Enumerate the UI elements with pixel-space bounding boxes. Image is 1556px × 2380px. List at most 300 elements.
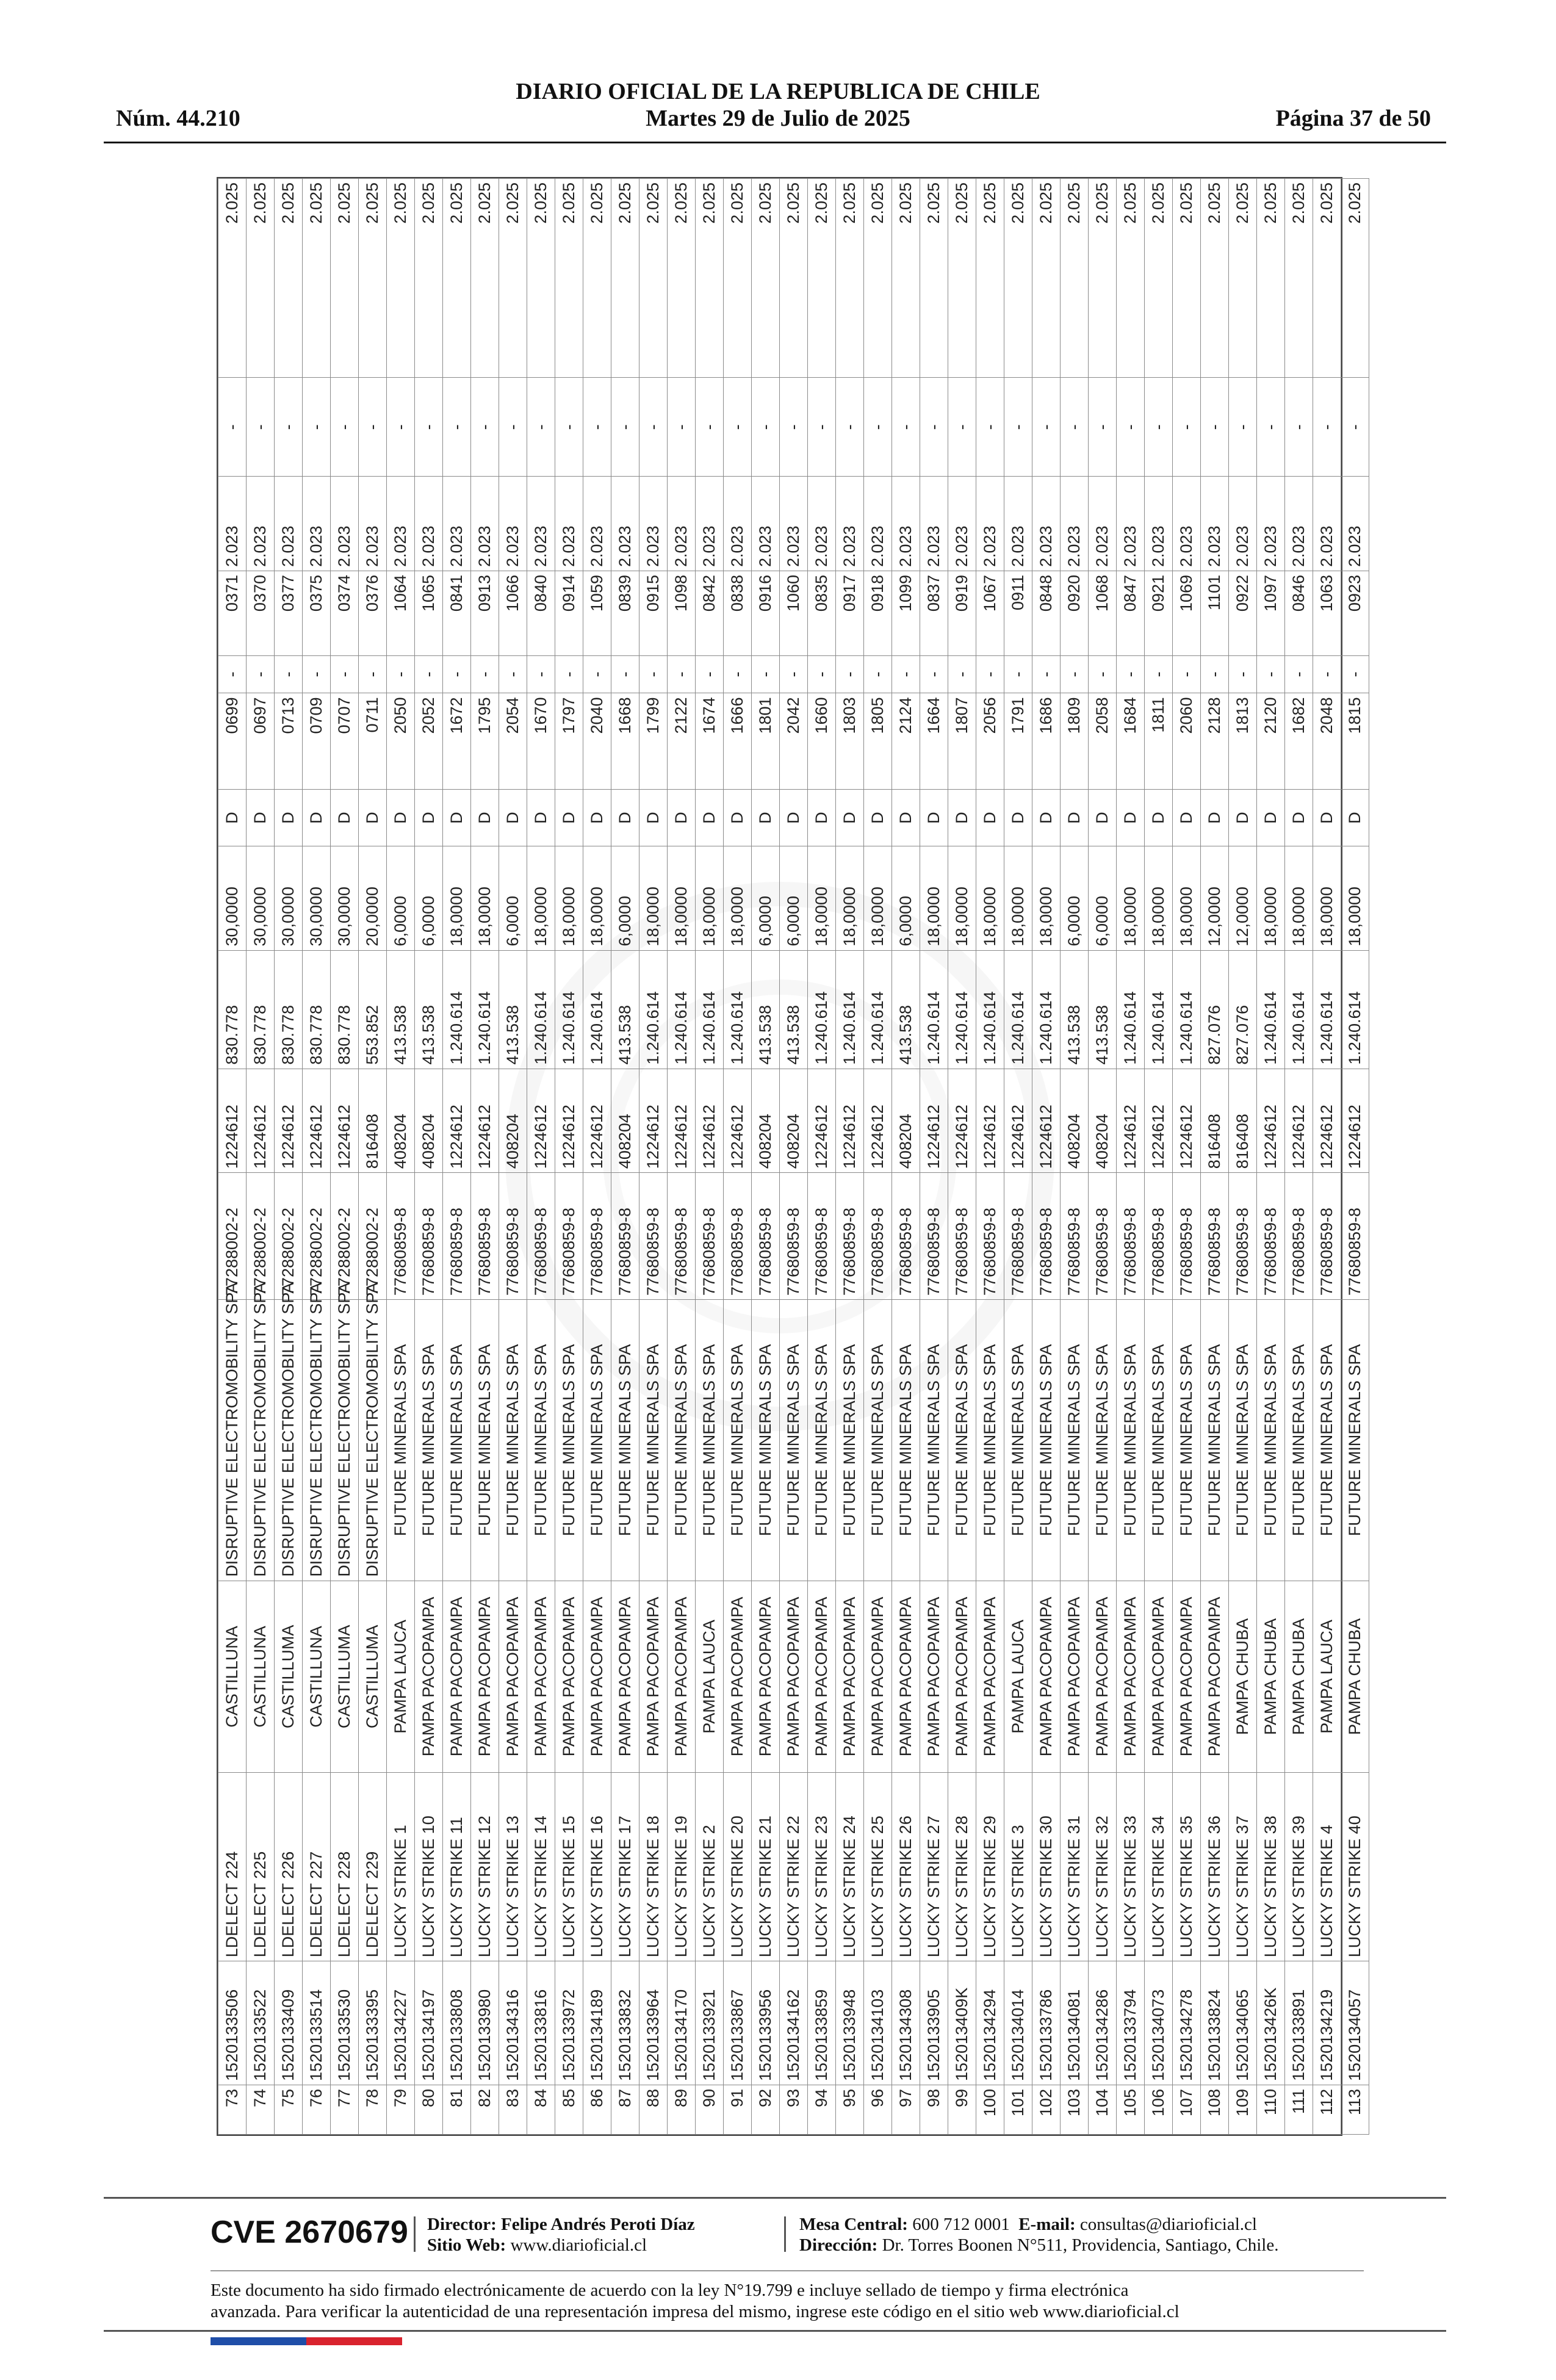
table-cell: PAMPA PACOPAMPA bbox=[724, 1581, 752, 1773]
table-cell: D bbox=[948, 790, 976, 846]
table-cell: 2.025 bbox=[1341, 179, 1369, 378]
table-cell: - bbox=[1229, 378, 1257, 477]
table-cell: - bbox=[331, 378, 359, 477]
table-cell: 6,0000 bbox=[752, 846, 780, 950]
table-cell: PAMPA CHUBA bbox=[1257, 1581, 1285, 1773]
table-row bbox=[1004, 179, 1032, 2135]
table-cell: - bbox=[1004, 655, 1032, 693]
table-cell: 77680859-8 bbox=[1145, 1173, 1173, 1300]
table-cell: 1520134308 bbox=[892, 1961, 920, 2085]
table-cell: D bbox=[1341, 790, 1369, 846]
table-cell: 2040 bbox=[583, 693, 611, 790]
table-cell: 0846 bbox=[1285, 571, 1313, 656]
table-cell: 2.025 bbox=[359, 179, 387, 378]
table-cell: 2.023 bbox=[1173, 477, 1201, 571]
table-cell: PAMPA PACOPAMPA bbox=[611, 1581, 639, 1773]
table-cell: 827.076 bbox=[1229, 950, 1257, 1069]
table-cell: FUTURE MINERALS SPA bbox=[892, 1300, 920, 1581]
email-link[interactable]: consultas@diarioficial.cl bbox=[1079, 2215, 1257, 2234]
table-cell: - bbox=[724, 378, 752, 477]
table-cell: FUTURE MINERALS SPA bbox=[1257, 1300, 1285, 1581]
table-cell: PAMPA PACOPAMPA bbox=[976, 1581, 1004, 1773]
table-cell: 1224612 bbox=[583, 1069, 611, 1173]
table-cell: - bbox=[864, 378, 892, 477]
table-cell: 1672 bbox=[443, 693, 471, 790]
table-cell: - bbox=[639, 378, 668, 477]
table-cell: D bbox=[808, 790, 836, 846]
table-cell: 2.025 bbox=[976, 179, 1004, 378]
table-cell: PAMPA PACOPAMPA bbox=[443, 1581, 471, 1773]
table-cell: 2.023 bbox=[1341, 477, 1369, 571]
website-link[interactable]: www.diarioficial.cl bbox=[510, 2235, 647, 2255]
table-cell: 0841 bbox=[443, 571, 471, 656]
table-cell: 30,0000 bbox=[275, 846, 303, 950]
table-row bbox=[555, 179, 583, 2135]
table-cell: PAMPA PACOPAMPA bbox=[808, 1581, 836, 1773]
table-cell: LUCKY STRIKE 22 bbox=[780, 1773, 808, 1961]
table-cell: 1065 bbox=[415, 571, 443, 656]
table-cell: 1799 bbox=[639, 693, 668, 790]
table-cell: 1224612 bbox=[1173, 1069, 1201, 1173]
table-cell: 0915 bbox=[639, 571, 668, 656]
table-cell: 0837 bbox=[920, 571, 948, 656]
table-cell: - bbox=[218, 378, 247, 477]
table-cell: 1666 bbox=[724, 693, 752, 790]
table-cell: 77680859-8 bbox=[387, 1173, 415, 1300]
table-cell: 18,0000 bbox=[1285, 846, 1313, 950]
table-cell: PAMPA PACOPAMPA bbox=[1173, 1581, 1201, 1773]
table-cell: - bbox=[387, 655, 415, 693]
flag-stripe-red bbox=[306, 2337, 402, 2345]
phone-label: Mesa Central: bbox=[799, 2215, 908, 2234]
table-cell: 18,0000 bbox=[920, 846, 948, 950]
table-cell: 77680859-8 bbox=[892, 1173, 920, 1300]
table-row bbox=[331, 179, 359, 2135]
table-cell: - bbox=[303, 378, 331, 477]
table-cell: LUCKY STRIKE 14 bbox=[527, 1773, 555, 1961]
table-cell: 1684 bbox=[1117, 693, 1145, 790]
table-row bbox=[639, 179, 668, 2135]
table-cell: D bbox=[1089, 790, 1117, 846]
table-cell: - bbox=[303, 655, 331, 693]
table-cell: 1520133859 bbox=[808, 1961, 836, 2085]
table-cell: FUTURE MINERALS SPA bbox=[808, 1300, 836, 1581]
table-cell: 2042 bbox=[780, 693, 808, 790]
table-cell: 413.538 bbox=[1061, 950, 1089, 1069]
table-row bbox=[1285, 179, 1313, 2135]
table-cell: 18,0000 bbox=[1117, 846, 1145, 950]
table-cell: 1224612 bbox=[836, 1069, 864, 1173]
table-cell: 2.025 bbox=[1089, 179, 1117, 378]
table-cell: 1.240.614 bbox=[527, 950, 555, 1069]
table-cell: 816408 bbox=[1229, 1069, 1257, 1173]
table-cell: 1224612 bbox=[1117, 1069, 1145, 1173]
table-cell: 18,0000 bbox=[808, 846, 836, 950]
table-cell: 1.240.614 bbox=[724, 950, 752, 1069]
table-cell: 30,0000 bbox=[218, 846, 247, 950]
table-cell: - bbox=[920, 655, 948, 693]
table-cell: 1224612 bbox=[303, 1069, 331, 1173]
table-cell: 2.023 bbox=[1117, 477, 1145, 571]
table-cell: 2.025 bbox=[836, 179, 864, 378]
table-cell: CASTILLUMA bbox=[331, 1581, 359, 1773]
table-cell: - bbox=[1257, 655, 1285, 693]
table-cell: 2.023 bbox=[780, 477, 808, 571]
table-cell: 77288002-2 bbox=[218, 1173, 247, 1300]
table-cell: PAMPA PACOPAMPA bbox=[836, 1581, 864, 1773]
table-cell: - bbox=[1061, 378, 1089, 477]
table-cell: 2.025 bbox=[275, 179, 303, 378]
table-cell: FUTURE MINERALS SPA bbox=[668, 1300, 696, 1581]
table-cell: - bbox=[1341, 655, 1369, 693]
newspaper-title: DIARIO OFICIAL DE LA REPUBLICA DE CHILE bbox=[516, 79, 1040, 104]
table-cell: 1.240.614 bbox=[1032, 950, 1061, 1069]
table-cell: PAMPA PACOPAMPA bbox=[892, 1581, 920, 1773]
table-cell: 30,0000 bbox=[303, 846, 331, 950]
table-cell: PAMPA PACOPAMPA bbox=[1061, 1581, 1089, 1773]
table-cell: 0921 bbox=[1145, 571, 1173, 656]
table-row bbox=[499, 179, 527, 2135]
table-cell: - bbox=[1117, 655, 1145, 693]
table-cell: 101 bbox=[1004, 2085, 1032, 2134]
table-cell: 98 bbox=[920, 2085, 948, 2134]
table-cell: - bbox=[976, 378, 1004, 477]
table-cell: PAMPA PACOPAMPA bbox=[415, 1581, 443, 1773]
table-row bbox=[247, 179, 275, 2135]
table-cell: - bbox=[752, 655, 780, 693]
table-cell: - bbox=[948, 655, 976, 693]
table-cell: 1224612 bbox=[948, 1069, 976, 1173]
table-cell: 1.240.614 bbox=[920, 950, 948, 1069]
footer-divider-bottom bbox=[104, 2330, 1446, 2332]
table-cell: - bbox=[611, 378, 639, 477]
table-cell: PAMPA LAUCA bbox=[696, 1581, 724, 1773]
table-cell: - bbox=[1341, 378, 1369, 477]
table-cell: 2.023 bbox=[1201, 477, 1229, 571]
table-cell: 0840 bbox=[527, 571, 555, 656]
table-cell: 1.240.614 bbox=[1145, 950, 1173, 1069]
table-cell: 0709 bbox=[303, 693, 331, 790]
table-cell: 2.025 bbox=[892, 179, 920, 378]
table-row bbox=[527, 179, 555, 2135]
issue-number: Núm. 44.210 bbox=[116, 106, 240, 131]
table-cell: 1682 bbox=[1285, 693, 1313, 790]
table-cell: - bbox=[1145, 378, 1173, 477]
table-cell: 1520133972 bbox=[555, 1961, 583, 2085]
table-cell: 0374 bbox=[331, 571, 359, 656]
table-cell: - bbox=[1089, 378, 1117, 477]
table-cell: 2.025 bbox=[808, 179, 836, 378]
table-cell: 107 bbox=[1173, 2085, 1201, 2134]
table-cell: 1.240.614 bbox=[864, 950, 892, 1069]
table-cell: 75 bbox=[275, 2085, 303, 2134]
table-cell: 413.538 bbox=[499, 950, 527, 1069]
table-row bbox=[780, 179, 808, 2135]
table-cell: 1.240.614 bbox=[836, 950, 864, 1069]
table-cell: PAMPA PACOPAMPA bbox=[864, 1581, 892, 1773]
phone-number: 600 712 0001 bbox=[912, 2215, 1010, 2234]
table-cell: 2.023 bbox=[247, 477, 275, 571]
table-cell: - bbox=[1257, 378, 1285, 477]
table-cell: 77680859-8 bbox=[948, 1173, 976, 1300]
table-cell: 408204 bbox=[415, 1069, 443, 1173]
table-cell: 1.240.614 bbox=[696, 950, 724, 1069]
table-cell: 2.023 bbox=[1089, 477, 1117, 571]
table-cell: 1224612 bbox=[1257, 1069, 1285, 1173]
table-cell: FUTURE MINERALS SPA bbox=[976, 1300, 1004, 1581]
website-label: Sitio Web: bbox=[427, 2235, 506, 2255]
table-cell: LDELECT 225 bbox=[247, 1773, 275, 1961]
table-cell: LUCKY STRIKE 31 bbox=[1061, 1773, 1089, 1961]
table-cell: LUCKY STRIKE 36 bbox=[1201, 1773, 1229, 1961]
table-cell: - bbox=[864, 655, 892, 693]
table-row bbox=[611, 179, 639, 2135]
table-cell: LUCKY STRIKE 25 bbox=[864, 1773, 892, 1961]
table-cell: 1520133824 bbox=[1201, 1961, 1229, 2085]
table-cell: 1801 bbox=[752, 693, 780, 790]
table-cell: 413.538 bbox=[387, 950, 415, 1069]
table-cell: 2.025 bbox=[1117, 179, 1145, 378]
table-cell: 0914 bbox=[555, 571, 583, 656]
table-cell: 1224612 bbox=[1341, 1069, 1369, 1173]
table-cell: - bbox=[892, 378, 920, 477]
table-cell: 18,0000 bbox=[1032, 846, 1061, 950]
table-cell: 2.023 bbox=[1004, 477, 1032, 571]
table-cell: 1803 bbox=[836, 693, 864, 790]
table-cell: - bbox=[415, 655, 443, 693]
table-cell: 1069 bbox=[1173, 571, 1201, 656]
table-cell: 1.240.614 bbox=[1285, 950, 1313, 1069]
table-cell: 1815 bbox=[1341, 693, 1369, 790]
table-cell: FUTURE MINERALS SPA bbox=[527, 1300, 555, 1581]
table-row bbox=[836, 179, 864, 2135]
table-cell: 77680859-8 bbox=[583, 1173, 611, 1300]
table-cell: 2.025 bbox=[696, 179, 724, 378]
table-cell: 77680859-8 bbox=[443, 1173, 471, 1300]
table-cell: D bbox=[1229, 790, 1257, 846]
table-cell: LUCKY STRIKE 30 bbox=[1032, 1773, 1061, 1961]
table-cell: FUTURE MINERALS SPA bbox=[387, 1300, 415, 1581]
table-cell: 0713 bbox=[275, 693, 303, 790]
table-cell: 108 bbox=[1201, 2085, 1229, 2134]
table-cell: LDELECT 224 bbox=[218, 1773, 247, 1961]
issue-date: Martes 29 de Julio de 2025 bbox=[646, 106, 910, 131]
table-cell: LUCKY STRIKE 10 bbox=[415, 1773, 443, 1961]
table-cell: 408204 bbox=[1089, 1069, 1117, 1173]
table-cell: 85 bbox=[555, 2085, 583, 2134]
concessions-table bbox=[218, 178, 1369, 2135]
table-cell: PAMPA PACOPAMPA bbox=[1032, 1581, 1061, 1773]
table-cell: 1098 bbox=[668, 571, 696, 656]
table-cell: 77 bbox=[331, 2085, 359, 2134]
table-cell: 79 bbox=[387, 2085, 415, 2134]
table-cell: 6,0000 bbox=[611, 846, 639, 950]
table-cell: 77288002-2 bbox=[303, 1173, 331, 1300]
table-cell: - bbox=[808, 655, 836, 693]
table-cell: 1813 bbox=[1229, 693, 1257, 790]
table-cell: 76 bbox=[303, 2085, 331, 2134]
table-cell: FUTURE MINERALS SPA bbox=[471, 1300, 499, 1581]
table-cell: - bbox=[499, 655, 527, 693]
table-cell: 2.023 bbox=[359, 477, 387, 571]
table-cell: 77680859-8 bbox=[976, 1173, 1004, 1300]
table-cell: 2120 bbox=[1257, 693, 1285, 790]
table-cell: 2.025 bbox=[611, 179, 639, 378]
table-cell: - bbox=[1313, 378, 1341, 477]
table-cell: LUCKY STRIKE 27 bbox=[920, 1773, 948, 1961]
table-cell: FUTURE MINERALS SPA bbox=[639, 1300, 668, 1581]
table-cell: 2.023 bbox=[1061, 477, 1089, 571]
table-cell: 0838 bbox=[724, 571, 752, 656]
table-cell: 1224612 bbox=[247, 1069, 275, 1173]
table-cell: FUTURE MINERALS SPA bbox=[696, 1300, 724, 1581]
table-cell: D bbox=[668, 790, 696, 846]
table-cell: 94 bbox=[808, 2085, 836, 2134]
table-cell: 1520133891 bbox=[1285, 1961, 1313, 2085]
table-cell: 2.025 bbox=[218, 179, 247, 378]
table-cell: 1520134065 bbox=[1229, 1961, 1257, 2085]
table-cell: 2.025 bbox=[1145, 179, 1173, 378]
table-row bbox=[1173, 179, 1201, 2135]
table-cell: D bbox=[724, 790, 752, 846]
table-cell: D bbox=[752, 790, 780, 846]
table-cell: FUTURE MINERALS SPA bbox=[1313, 1300, 1341, 1581]
table-cell: 1224612 bbox=[639, 1069, 668, 1173]
table-cell: 0916 bbox=[752, 571, 780, 656]
table-cell: 99 bbox=[948, 2085, 976, 2134]
table-cell: - bbox=[415, 378, 443, 477]
table-cell: LUCKY STRIKE 1 bbox=[387, 1773, 415, 1961]
table-cell: 2.023 bbox=[1257, 477, 1285, 571]
table-cell: 2.025 bbox=[499, 179, 527, 378]
table-cell: PAMPA PACOPAMPA bbox=[1201, 1581, 1229, 1773]
table-cell: 1520134103 bbox=[864, 1961, 892, 2085]
table-cell: 2050 bbox=[387, 693, 415, 790]
table-cell: LUCKY STRIKE 15 bbox=[555, 1773, 583, 1961]
table-cell: 830.778 bbox=[275, 950, 303, 1069]
table-cell: PAMPA PACOPAMPA bbox=[1089, 1581, 1117, 1773]
table-cell: - bbox=[527, 655, 555, 693]
table-cell: - bbox=[247, 655, 275, 693]
table-cell: 89 bbox=[668, 2085, 696, 2134]
table-row bbox=[359, 179, 387, 2135]
table-cell: 1224612 bbox=[471, 1069, 499, 1173]
page-number: Página 37 de 50 bbox=[1275, 106, 1431, 131]
table-cell: FUTURE MINERALS SPA bbox=[583, 1300, 611, 1581]
table-cell: 1670 bbox=[527, 693, 555, 790]
table-cell: 0711 bbox=[359, 693, 387, 790]
table-cell: 1.240.614 bbox=[976, 950, 1004, 1069]
table-row bbox=[387, 179, 415, 2135]
table-cell: 1224612 bbox=[976, 1069, 1004, 1173]
table-cell: 1.240.614 bbox=[1004, 950, 1032, 1069]
table-cell: 77680859-8 bbox=[724, 1173, 752, 1300]
table-cell: D bbox=[527, 790, 555, 846]
table-cell: - bbox=[1173, 378, 1201, 477]
table-cell: 2.025 bbox=[1004, 179, 1032, 378]
concessions-table-frame bbox=[217, 177, 1364, 2136]
table-cell: D bbox=[247, 790, 275, 846]
table-cell: D bbox=[443, 790, 471, 846]
table-cell: D bbox=[331, 790, 359, 846]
table-cell: FUTURE MINERALS SPA bbox=[752, 1300, 780, 1581]
table-cell: - bbox=[1004, 378, 1032, 477]
table-cell: 1520134162 bbox=[780, 1961, 808, 2085]
table-cell: 77680859-8 bbox=[1004, 1173, 1032, 1300]
table-cell: - bbox=[471, 655, 499, 693]
table-cell: 1797 bbox=[555, 693, 583, 790]
table-cell: - bbox=[275, 378, 303, 477]
table-cell: 2122 bbox=[668, 693, 696, 790]
table-cell: 83 bbox=[499, 2085, 527, 2134]
table-cell: 1068 bbox=[1089, 571, 1117, 656]
table-cell: 2.023 bbox=[836, 477, 864, 571]
table-cell: 1224612 bbox=[1004, 1069, 1032, 1173]
table-row bbox=[752, 179, 780, 2135]
table-cell: 1520134219 bbox=[1313, 1961, 1341, 2085]
table-cell: 6,0000 bbox=[415, 846, 443, 950]
table-cell: CASTILLUNA bbox=[218, 1581, 247, 1773]
table-cell: FUTURE MINERALS SPA bbox=[836, 1300, 864, 1581]
table-cell: - bbox=[948, 378, 976, 477]
table-cell: CASTILLUNA bbox=[303, 1581, 331, 1773]
cve-code: CVE 2670679 bbox=[211, 2215, 408, 2250]
table-cell: FUTURE MINERALS SPA bbox=[1229, 1300, 1257, 1581]
table-cell: 2052 bbox=[415, 693, 443, 790]
table-cell: 408204 bbox=[752, 1069, 780, 1173]
table-cell: 1224612 bbox=[443, 1069, 471, 1173]
table-cell: FUTURE MINERALS SPA bbox=[1089, 1300, 1117, 1581]
legal-notice-line: Este documento ha sido firmado electrónicamente de acuerdo con la ley N°19.799 e incluye sellado de tiempo y firma electrónica bbox=[211, 2281, 1129, 2300]
table-cell: 0370 bbox=[247, 571, 275, 656]
table-cell: - bbox=[836, 655, 864, 693]
table-cell: 18,0000 bbox=[1145, 846, 1173, 950]
table-cell: 1520133948 bbox=[836, 1961, 864, 2085]
table-cell: D bbox=[892, 790, 920, 846]
table-cell: 77680859-8 bbox=[752, 1173, 780, 1300]
table-cell: - bbox=[1201, 655, 1229, 693]
table-cell: D bbox=[275, 790, 303, 846]
table-cell: LUCKY STRIKE 37 bbox=[1229, 1773, 1257, 1961]
table-cell: 77680859-8 bbox=[639, 1173, 668, 1300]
table-cell: 1224612 bbox=[864, 1069, 892, 1173]
table-cell: 77680859-8 bbox=[1089, 1173, 1117, 1300]
table-cell: PAMPA LAUCA bbox=[1313, 1581, 1341, 1773]
table-row bbox=[1257, 179, 1285, 2135]
table-cell: - bbox=[696, 655, 724, 693]
table-cell: 2.023 bbox=[948, 477, 976, 571]
table-cell: 2.023 bbox=[275, 477, 303, 571]
table-cell: 1520134057 bbox=[1341, 1961, 1369, 2085]
table-cell: - bbox=[696, 378, 724, 477]
table-cell: 1.240.614 bbox=[948, 950, 976, 1069]
table-cell: PAMPA PACOPAMPA bbox=[1117, 1581, 1145, 1773]
table-cell: 408204 bbox=[611, 1069, 639, 1173]
table-cell: 18,0000 bbox=[1341, 846, 1369, 950]
table-cell: 1224612 bbox=[808, 1069, 836, 1173]
table-cell: 6,0000 bbox=[892, 846, 920, 950]
table-cell: 77680859-8 bbox=[1313, 1173, 1341, 1300]
table-cell: CASTILLUMA bbox=[359, 1581, 387, 1773]
table-cell: - bbox=[639, 655, 668, 693]
table-row bbox=[583, 179, 611, 2135]
table-cell: PAMPA PACOPAMPA bbox=[1145, 1581, 1173, 1773]
table-cell: 77680859-8 bbox=[527, 1173, 555, 1300]
table-cell: 1101 bbox=[1201, 571, 1229, 656]
table-cell: LUCKY STRIKE 28 bbox=[948, 1773, 976, 1961]
table-cell: 78 bbox=[359, 2085, 387, 2134]
table-cell: D bbox=[920, 790, 948, 846]
